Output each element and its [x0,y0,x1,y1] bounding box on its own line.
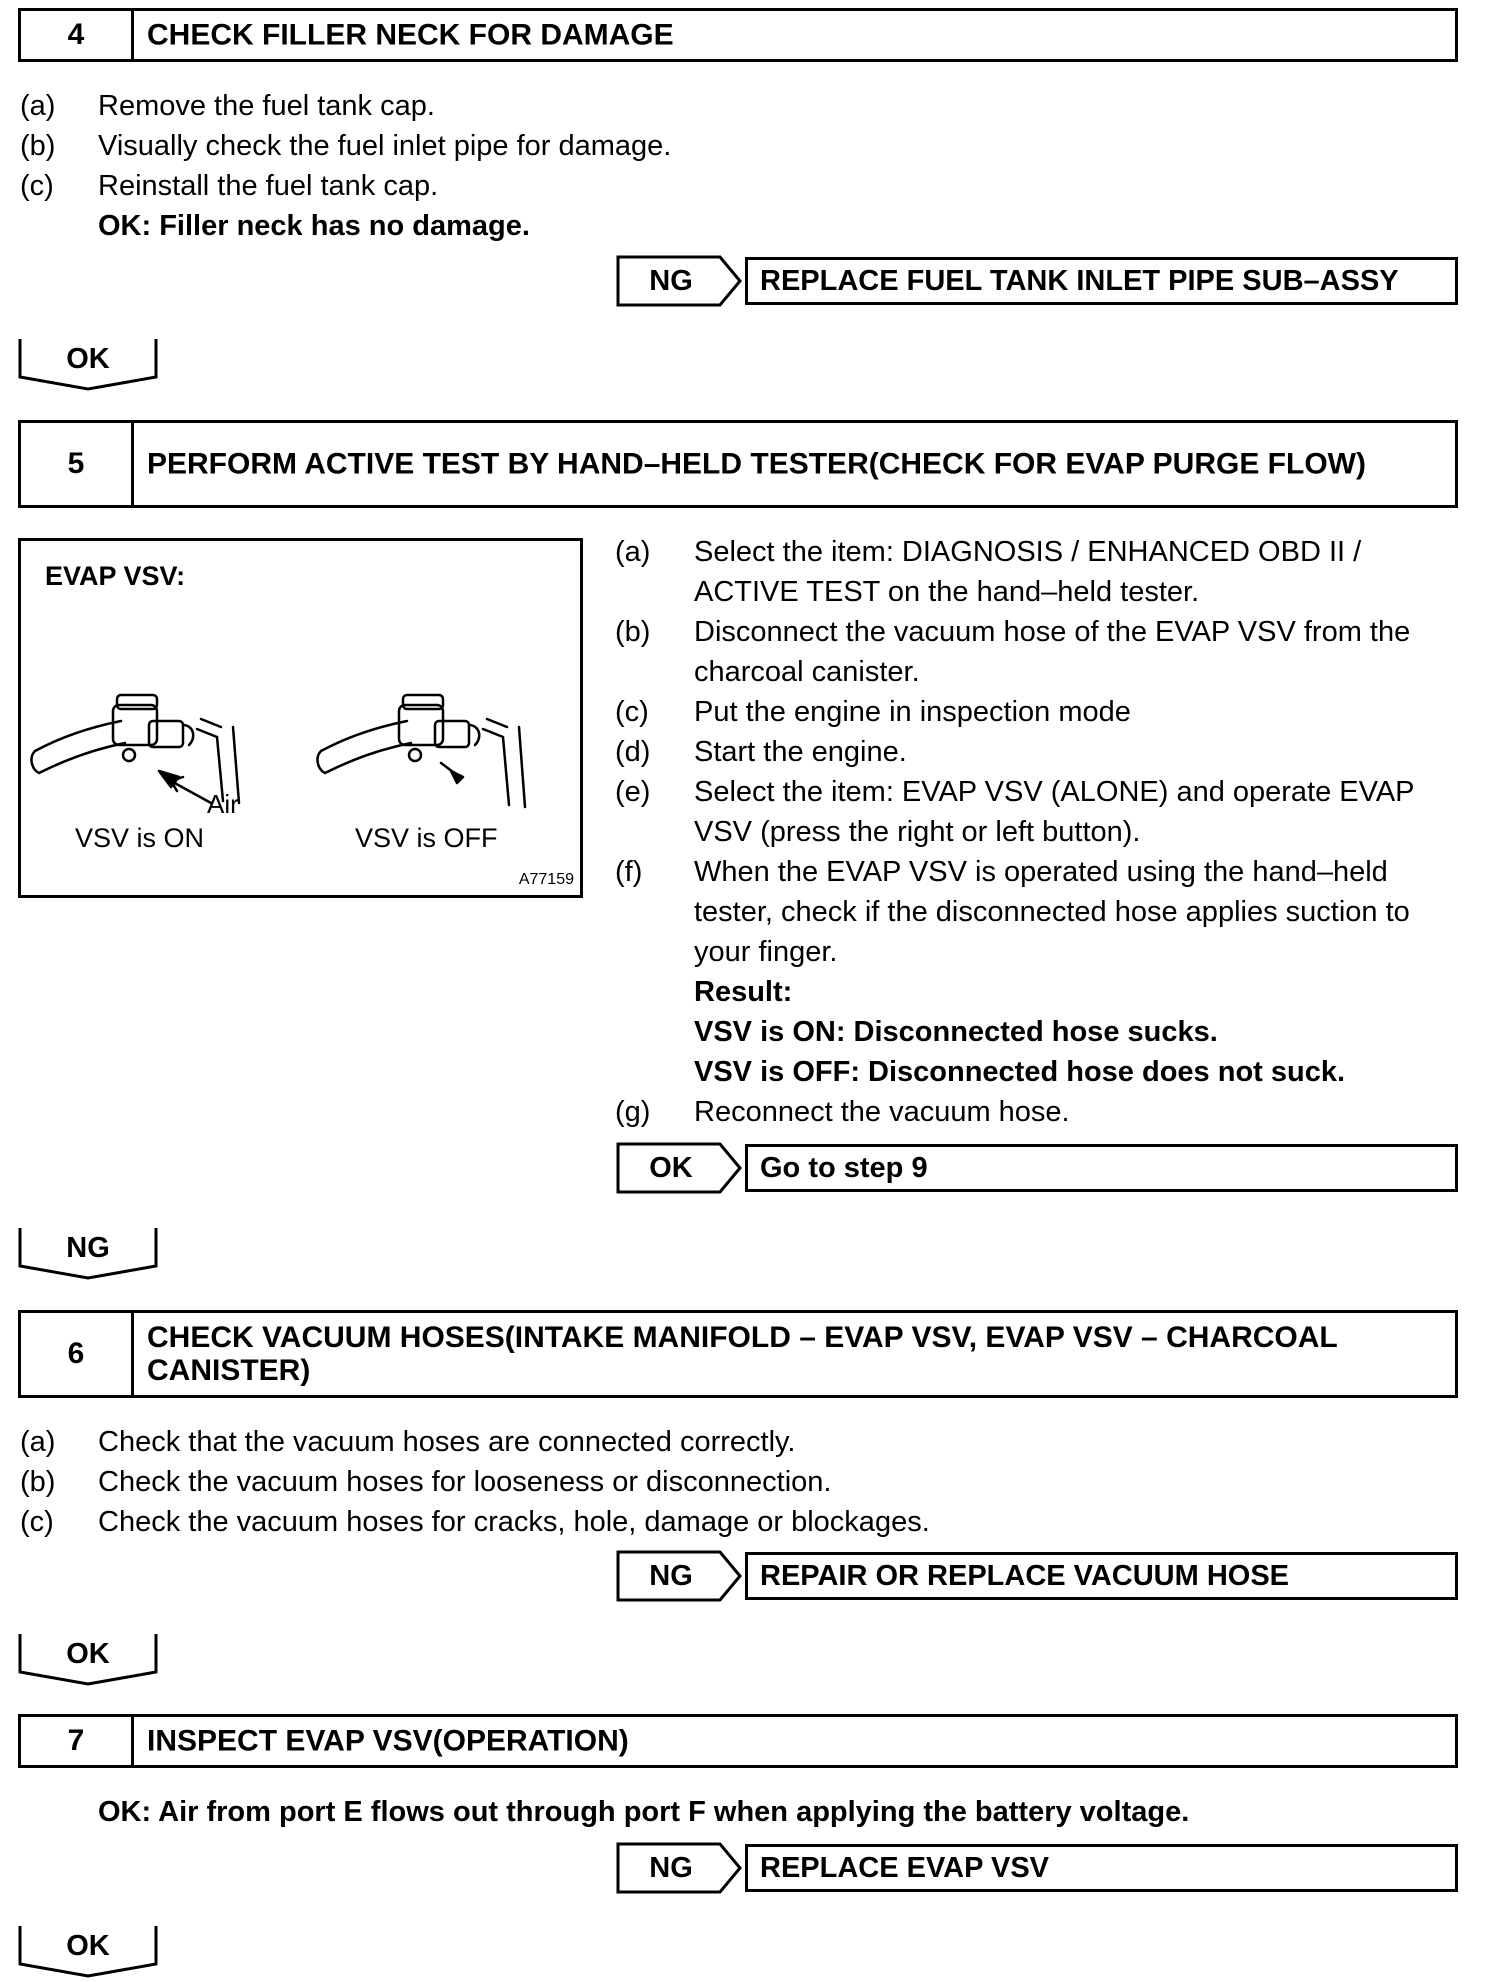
step-6-header [18,1310,1458,1398]
step-6-number: 6 [21,1313,134,1395]
step-7-ng-label: NG [649,1851,693,1884]
step-5-item-g-label: (g) [615,1096,651,1128]
step-5-item-b-label: (b) [615,616,651,648]
step-5-ok-label: OK [649,1151,693,1184]
step-7-header [18,1714,1458,1768]
step-4-number: 4 [21,11,134,59]
step-4-item-c-label: (c) [20,170,54,202]
step-6-ng-arrow [616,1550,742,1602]
step-4-ok-label: OK [66,342,110,375]
vsv-off-caption: VSV is OFF [355,823,498,853]
step-6-item-c-label: (c) [20,1506,54,1538]
step-4-item-a: Remove the fuel tank cap. [98,90,435,122]
step-5-header [18,420,1458,508]
step-5-item-e-label: (e) [615,776,651,808]
step-5-item-f: When the EVAP VSV is operated using the hand–held tester, check if the disconnected hose applies suction to your finger. [694,856,1410,968]
step-7-title: INSPECT EVAP VSV(OPERATION) [147,1724,629,1758]
step-5-item-c-label: (c) [615,696,649,728]
step-5-item-e: Select the item: EVAP VSV (ALONE) and operate EVAP VSV (press the right or left button). [694,776,1415,848]
step-5-item-f-label: (f) [615,856,643,888]
step-5-item-d: Start the engine. [694,736,907,768]
step-4-ng-label: NG [649,264,693,297]
step-5-result-heading: Result: [694,976,793,1008]
evap-vsv-figure [18,538,583,898]
step-5-result-on: VSV is ON: Disconnected hose sucks. [694,1016,1218,1048]
step-6-ng-action: REPAIR OR REPLACE VACUUM HOSE [745,1552,1458,1600]
step-6-item-b: Check the vacuum hoses for looseness or disconnection. [98,1466,832,1498]
step-7-number: 7 [21,1717,134,1765]
vsv-on-caption: VSV is ON [75,823,205,853]
step-7-ok-label: OK [66,1929,110,1962]
step-4-item-b: Visually check the fuel inlet pipe for damage. [98,130,672,162]
step-6-ok-label: OK [66,1637,110,1670]
step-6-ng-label: NG [649,1559,693,1592]
step-4-ok-tab [18,337,158,391]
step-5-title: PERFORM ACTIVE TEST BY HAND–HELD TESTER(CHECK FOR EVAP PURGE FLOW) [147,447,1366,481]
step-5-item-g: Reconnect the vacuum hose. [694,1096,1070,1128]
air-label: Air [207,789,239,819]
step-4-item-c: Reinstall the fuel tank cap. [98,170,439,202]
step-5-item-d-label: (d) [615,736,651,768]
step-4-item-b-label: (b) [20,130,56,162]
step-5-item-a-label: (a) [615,536,651,568]
step-5-number: 5 [21,423,134,505]
step-5-item-b: Disconnect the vacuum hose of the EVAP VSV from the charcoal canister. [694,616,1411,688]
step-6-title: CHECK VACUUM HOSES(INTAKE MANIFOLD – EVAP VSV, EVAP VSV – CHARCOAL CANISTER) [147,1321,1338,1387]
step-4-ok-criteria: OK: Filler neck has no damage. [98,210,530,242]
step-4-ng-action: REPLACE FUEL TANK INLET PIPE SUB–ASSY [745,257,1458,305]
step-6-item-b-label: (b) [20,1466,56,1498]
step-5-result-off: VSV is OFF: Disconnected hose does not suck. [694,1056,1346,1088]
step-6-ok-tab [18,1632,158,1686]
step-5-ng-tab [18,1226,158,1280]
step-4-item-a-label: (a) [20,90,56,122]
step-5-item-c: Put the engine in inspection mode [694,696,1131,728]
step-7-ng-action: REPLACE EVAP VSV [745,1844,1458,1892]
step-6-item-a: Check that the vacuum hoses are connected correctly. [98,1426,796,1458]
step-5-ok-arrow [616,1142,742,1194]
step-4-ng-arrow [616,255,742,307]
step-5-ng-label: NG [66,1231,110,1264]
step-5-item-a: Select the item: DIAGNOSIS / ENHANCED OBD II / ACTIVE TEST on the hand–held tester. [694,536,1362,608]
step-7-ng-arrow [616,1842,742,1894]
figure-id: A77159 [518,871,574,888]
figure-title: EVAP VSV: [45,561,186,591]
step-5-ok-action: Go to step 9 [745,1144,1458,1192]
step-6-item-c: Check the vacuum hoses for cracks, hole, damage or blockages. [98,1506,930,1538]
step-7-ok-criteria: OK: Air from port E flows out through port F when applying the battery voltage. [98,1796,1190,1828]
step-4-title: CHECK FILLER NECK FOR DAMAGE [147,18,674,52]
step-7-ok-tab [18,1924,158,1978]
step-6-item-a-label: (a) [20,1426,56,1458]
step-4-header [18,8,1458,62]
